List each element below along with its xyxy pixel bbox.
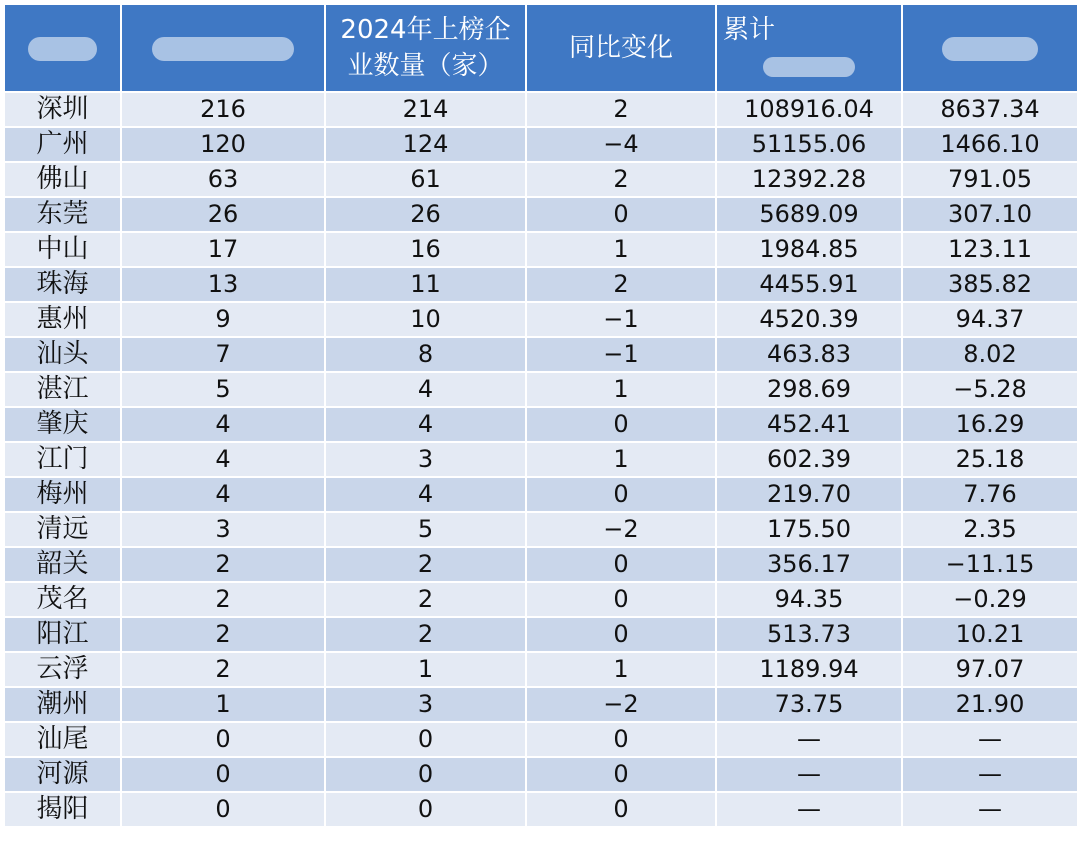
last-col-cell: 1466.10 <box>902 127 1078 162</box>
count-2025-cell: 7 <box>121 337 325 372</box>
count-2025-cell: 0 <box>121 722 325 757</box>
last-col-cell: — <box>902 792 1078 827</box>
count-2024-cell: 61 <box>325 162 526 197</box>
count-2025-cell: 9 <box>121 302 325 337</box>
city-cell: 中山 <box>4 232 121 267</box>
count-2025-cell: 4 <box>121 407 325 442</box>
yoy-change-cell: 0 <box>526 792 716 827</box>
count-2025-cell: 5 <box>121 372 325 407</box>
city-cell: 广州 <box>4 127 121 162</box>
count-2024-cell: 2 <box>325 582 526 617</box>
table-row <box>4 792 1078 827</box>
count-2025-cell: 4 <box>121 477 325 512</box>
cumulative-cell: 175.50 <box>716 512 902 547</box>
table-row <box>4 197 1078 232</box>
yoy-change-cell: 2 <box>526 267 716 302</box>
last-col-cell: 8637.34 <box>902 92 1078 127</box>
cumulative-cell: — <box>716 792 902 827</box>
city-cell: 韶关 <box>4 547 121 582</box>
count-2024-cell: 16 <box>325 232 526 267</box>
count-2024-cell: 5 <box>325 512 526 547</box>
count-2024-cell: 3 <box>325 687 526 722</box>
last-col-cell: — <box>902 757 1078 792</box>
last-col-cell: 307.10 <box>902 197 1078 232</box>
yoy-change-cell: 0 <box>526 547 716 582</box>
cumulative-cell: 463.83 <box>716 337 902 372</box>
count-2024-cell: 2 <box>325 617 526 652</box>
count-2024-cell: 214 <box>325 92 526 127</box>
city-cell: 云浮 <box>4 652 121 687</box>
count-2024-cell: 0 <box>325 792 526 827</box>
last-col-cell: 791.05 <box>902 162 1078 197</box>
header-cumulative <box>716 4 902 92</box>
last-col-cell: −11.15 <box>902 547 1078 582</box>
cumulative-cell: 513.73 <box>716 617 902 652</box>
last-col-cell: 10.21 <box>902 617 1078 652</box>
count-2025-cell: 2 <box>121 617 325 652</box>
count-2025-cell: 26 <box>121 197 325 232</box>
last-col-cell: −0.29 <box>902 582 1078 617</box>
count-2025-cell: 17 <box>121 232 325 267</box>
city-cell: 梅州 <box>4 477 121 512</box>
table-row <box>4 512 1078 547</box>
table-body <box>4 92 1078 827</box>
table-row <box>4 757 1078 792</box>
table-row <box>4 302 1078 337</box>
count-2025-cell: 2 <box>121 547 325 582</box>
city-cell: 肇庆 <box>4 407 121 442</box>
last-col-cell: 97.07 <box>902 652 1078 687</box>
cumulative-cell: 4455.91 <box>716 267 902 302</box>
yoy-change-cell: 0 <box>526 582 716 617</box>
header-yoy-change: 同比变化 <box>526 4 716 92</box>
last-col-cell: 385.82 <box>902 267 1078 302</box>
header-count-2025-blurred <box>121 4 325 92</box>
table-row <box>4 547 1078 582</box>
count-2025-cell: 63 <box>121 162 325 197</box>
count-2025-cell: 2 <box>121 652 325 687</box>
cumulative-cell: 12392.28 <box>716 162 902 197</box>
cumulative-cell: — <box>716 722 902 757</box>
header-cumulative-prefix: 累计 <box>723 15 776 45</box>
yoy-change-cell: −1 <box>526 337 716 372</box>
yoy-change-cell: 0 <box>526 477 716 512</box>
yoy-change-cell: −2 <box>526 687 716 722</box>
count-2025-cell: 120 <box>121 127 325 162</box>
count-2024-cell: 124 <box>325 127 526 162</box>
table-row <box>4 687 1078 722</box>
city-cell: 深圳 <box>4 92 121 127</box>
count-2025-cell: 3 <box>121 512 325 547</box>
count-2024-cell: 1 <box>325 652 526 687</box>
table-row <box>4 617 1078 652</box>
count-2025-cell: 4 <box>121 442 325 477</box>
table-row <box>4 407 1078 442</box>
yoy-change-cell: 0 <box>526 197 716 232</box>
count-2025-cell: 2 <box>121 582 325 617</box>
last-col-cell: 25.18 <box>902 442 1078 477</box>
city-cell: 阳江 <box>4 617 121 652</box>
table-row <box>4 372 1078 407</box>
city-cell: 惠州 <box>4 302 121 337</box>
city-cell: 佛山 <box>4 162 121 197</box>
cumulative-cell: 602.39 <box>716 442 902 477</box>
city-cell: 潮州 <box>4 687 121 722</box>
last-col-cell: 123.11 <box>902 232 1078 267</box>
yoy-change-cell: 1 <box>526 372 716 407</box>
city-cell: 揭阳 <box>4 792 121 827</box>
last-col-cell: — <box>902 722 1078 757</box>
blurred-text <box>28 37 97 61</box>
city-cell: 河源 <box>4 757 121 792</box>
count-2024-cell: 26 <box>325 197 526 232</box>
count-2025-cell: 216 <box>121 92 325 127</box>
last-col-cell: 94.37 <box>902 302 1078 337</box>
table-row <box>4 127 1078 162</box>
cumulative-cell: 356.17 <box>716 547 902 582</box>
city-cell: 东莞 <box>4 197 121 232</box>
cumulative-cell: 5689.09 <box>716 197 902 232</box>
table-row <box>4 652 1078 687</box>
cumulative-cell: 1189.94 <box>716 652 902 687</box>
city-cell: 江门 <box>4 442 121 477</box>
header-count-2024-line1: 2024年上榜企 <box>340 15 511 45</box>
count-2024-cell: 4 <box>325 372 526 407</box>
last-col-cell: 8.02 <box>902 337 1078 372</box>
blurred-text <box>152 37 293 61</box>
count-2024-cell: 4 <box>325 477 526 512</box>
city-cell: 茂名 <box>4 582 121 617</box>
count-2024-cell: 4 <box>325 407 526 442</box>
count-2024-cell: 0 <box>325 722 526 757</box>
table-row <box>4 232 1078 267</box>
count-2025-cell: 1 <box>121 687 325 722</box>
cumulative-cell: 219.70 <box>716 477 902 512</box>
yoy-change-cell: 1 <box>526 442 716 477</box>
yoy-change-cell: 1 <box>526 232 716 267</box>
last-col-cell: 21.90 <box>902 687 1078 722</box>
count-2025-cell: 13 <box>121 267 325 302</box>
table-row <box>4 582 1078 617</box>
city-enterprise-table <box>3 3 1079 828</box>
table-row <box>4 267 1078 302</box>
yoy-change-cell: −2 <box>526 512 716 547</box>
table-row <box>4 442 1078 477</box>
count-2025-cell: 0 <box>121 757 325 792</box>
cumulative-cell: 4520.39 <box>716 302 902 337</box>
city-cell: 清远 <box>4 512 121 547</box>
count-2024-cell: 3 <box>325 442 526 477</box>
yoy-change-cell: 0 <box>526 722 716 757</box>
header-count-2024-line2: 业数量（家） <box>347 51 504 81</box>
city-cell: 汕尾 <box>4 722 121 757</box>
yoy-change-cell: 0 <box>526 407 716 442</box>
cumulative-cell: 452.41 <box>716 407 902 442</box>
cumulative-cell: — <box>716 757 902 792</box>
cumulative-cell: 94.35 <box>716 582 902 617</box>
yoy-change-cell: 0 <box>526 617 716 652</box>
table-row <box>4 722 1078 757</box>
count-2024-cell: 2 <box>325 547 526 582</box>
table-row <box>4 337 1078 372</box>
last-col-cell: 16.29 <box>902 407 1078 442</box>
last-col-cell: −5.28 <box>902 372 1078 407</box>
yoy-change-cell: 2 <box>526 92 716 127</box>
header-last-blurred <box>902 4 1078 92</box>
count-2024-cell: 8 <box>325 337 526 372</box>
blurred-text <box>763 57 855 77</box>
last-col-cell: 7.76 <box>902 477 1078 512</box>
yoy-change-cell: 1 <box>526 652 716 687</box>
count-2024-cell: 10 <box>325 302 526 337</box>
cumulative-cell: 51155.06 <box>716 127 902 162</box>
table-row <box>4 477 1078 512</box>
count-2025-cell: 0 <box>121 792 325 827</box>
city-cell: 汕头 <box>4 337 121 372</box>
table-row <box>4 162 1078 197</box>
city-cell: 湛江 <box>4 372 121 407</box>
cumulative-cell: 73.75 <box>716 687 902 722</box>
header-row <box>4 4 1078 92</box>
count-2024-cell: 11 <box>325 267 526 302</box>
cumulative-cell: 1984.85 <box>716 232 902 267</box>
yoy-change-cell: −4 <box>526 127 716 162</box>
blurred-text <box>942 37 1038 61</box>
yoy-change-cell: 2 <box>526 162 716 197</box>
cumulative-cell: 108916.04 <box>716 92 902 127</box>
header-count-2024 <box>325 4 526 92</box>
cumulative-cell: 298.69 <box>716 372 902 407</box>
yoy-change-cell: 0 <box>526 757 716 792</box>
header-city-blurred <box>4 4 121 92</box>
last-col-cell: 2.35 <box>902 512 1078 547</box>
city-cell: 珠海 <box>4 267 121 302</box>
table-row <box>4 92 1078 127</box>
yoy-change-cell: −1 <box>526 302 716 337</box>
count-2024-cell: 0 <box>325 757 526 792</box>
